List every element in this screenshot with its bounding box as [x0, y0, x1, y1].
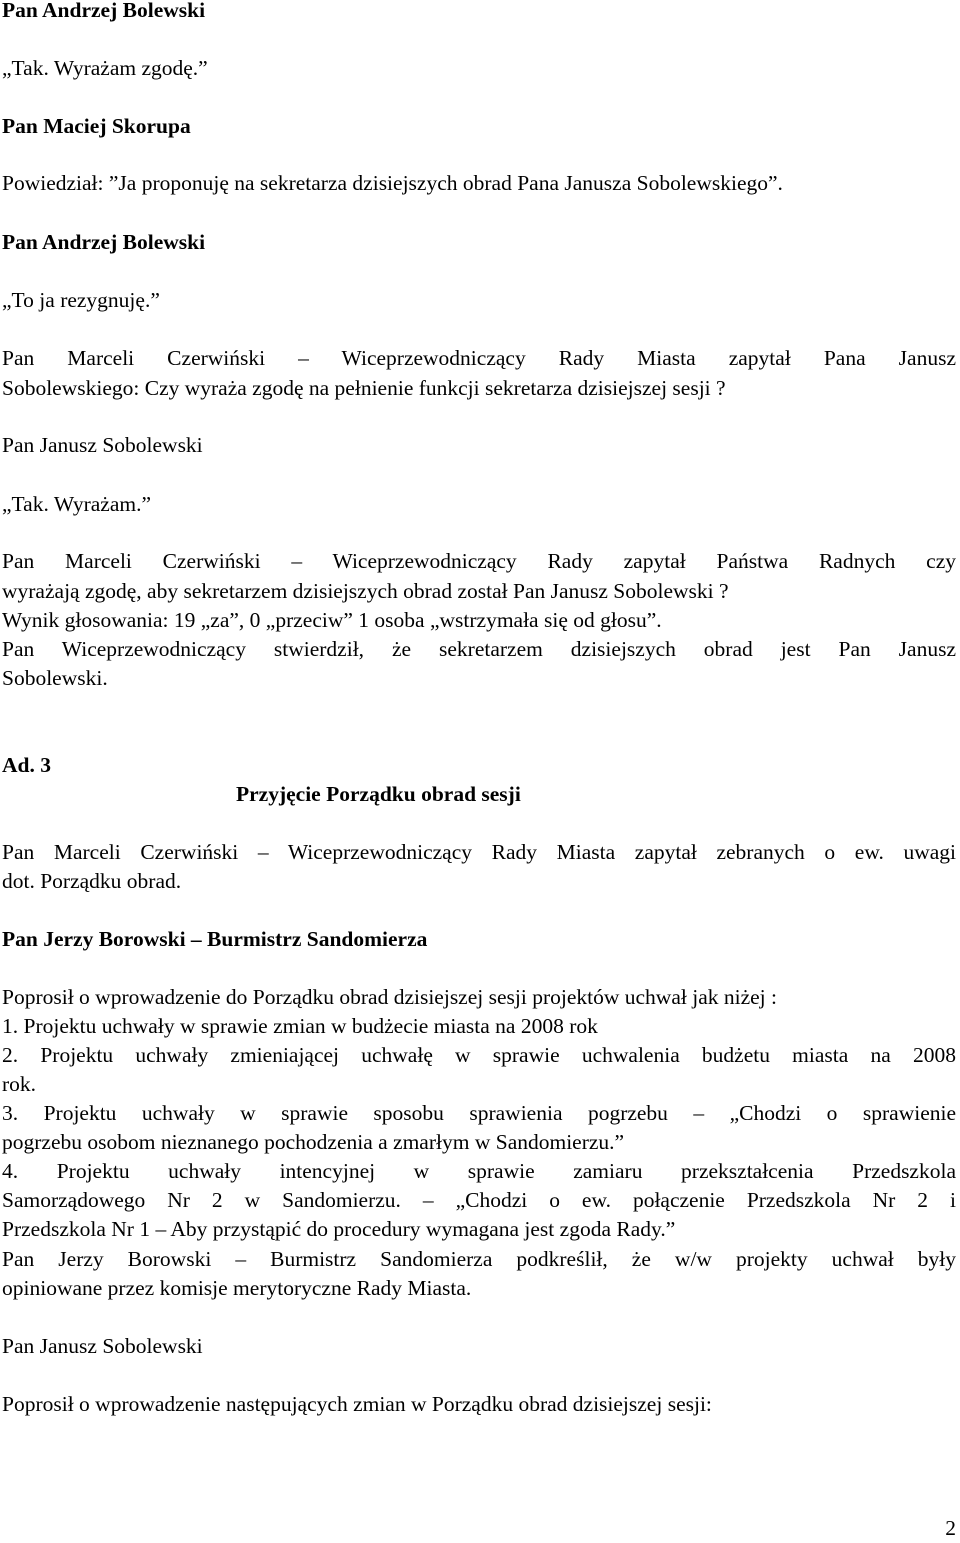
- request-intro: Poprosił o wprowadzenie do Porządku obrad dzisiejszej sesji projektów uchwał jak niżej :: [2, 985, 777, 1009]
- page-number: 2: [945, 1516, 956, 1540]
- speaker-andrzej-bolewski-2: Pan Andrzej Bolewski: [2, 230, 206, 254]
- paragraph-vote-line-1: Pan Marceli Czerwiński – Wiceprzewodniczący Rady zapytał Państwa Radnych czy: [2, 549, 956, 573]
- vote-result: Wynik głosowania: 19 „za”, 0 „przeciw” 1 osoba „wstrzymała się od głosu”.: [2, 608, 662, 632]
- agenda-item-heading: Ad. 3: [2, 753, 51, 777]
- speaker-janusz-sobolewski: Pan Janusz Sobolewski: [2, 433, 203, 457]
- paragraph-question-line-1: Pan Marceli Czerwiński – Wiceprzewodniczący Rady Miasta zapytał Pana Janusz: [2, 346, 956, 370]
- paragraph-agenda-line-2: dot. Porządku obrad.: [2, 869, 182, 893]
- list-item-4-line-2: Samorządowego Nr 2 w Sandomierzu. – „Chodzi o ew. połączenie Przedszkola Nr 2 i: [2, 1188, 956, 1212]
- paragraph-question-line-2: Sobolewskiego: Czy wyraża zgodę na pełnienie funkcji sekretarza dzisiejszej sesji ?: [2, 376, 726, 400]
- paragraph-emphasis-line-1: Pan Jerzy Borowski – Burmistrz Sandomierza podkreślił, że w/w projekty uchwał były: [2, 1247, 956, 1271]
- paragraph-conclusion-line-1: Pan Wiceprzewodniczący stwierdził, że sekretarzem dzisiejszych obrad jest Pan Janusz: [2, 637, 956, 661]
- speaker-janusz-sobolewski-2: Pan Janusz Sobolewski: [2, 1334, 203, 1358]
- list-item-3-line-2: pogrzebu osobom nieznanego pochodzenia a zmarłym w Sandomierzu.”: [2, 1130, 625, 1154]
- list-item-1: 1. Projektu uchwały w sprawie zmian w budżecie miasta na 2008 rok: [2, 1014, 598, 1038]
- section-title: Przyjęcie Porządku obrad sesji: [236, 782, 521, 806]
- paragraph-emphasis-line-2: opiniowane przez komisje merytoryczne Rady Miasta.: [2, 1276, 472, 1300]
- quote-rezygnuje: „To ja rezygnuję.”: [2, 288, 160, 312]
- speaker-jerzy-borowski: Pan Jerzy Borowski – Burmistrz Sandomierza: [2, 927, 428, 951]
- paragraph-vote-line-2: wyrażają zgodę, aby sekretarzem dzisiejszych obrad został Pan Janusz Sobolewski ?: [2, 579, 729, 603]
- list-item-4-line-1: 4. Projektu uchwały intencyjnej w sprawie zamiaru przekształcenia Przedszkola: [2, 1159, 956, 1183]
- statement-proposal: Powiedział: ”Ja proponuję na sekretarza dzisiejszych obrad Pana Janusza Sobolewskiego”.: [2, 171, 783, 195]
- quote-tak-wyrazam: „Tak. Wyrażam.”: [2, 492, 152, 516]
- list-item-4-line-3: Przedszkola Nr 1 – Aby przystąpić do procedury wymagana jest zgoda Rady.”: [2, 1217, 676, 1241]
- list-item-2-line-2: rok.: [2, 1072, 37, 1096]
- paragraph-conclusion-line-2: Sobolewski.: [2, 666, 108, 690]
- speaker-andrzej-bolewski: Pan Andrzej Bolewski: [2, 0, 206, 22]
- speaker-maciej-skorupa: Pan Maciej Skorupa: [2, 114, 191, 138]
- list-item-2-line-1: 2. Projektu uchwały zmieniającej uchwałę w sprawie uchwalenia budżetu miasta na 2008: [2, 1043, 956, 1067]
- list-item-3-line-1: 3. Projektu uchwały w sprawie sposobu sprawienia pogrzebu – „Chodzi o sprawienie: [2, 1101, 956, 1125]
- request-changes: Poprosił o wprowadzenie następujących zmian w Porządku obrad dzisiejszej sesji:: [2, 1392, 712, 1416]
- quote-tak-wyrazam-zgode: „Tak. Wyrażam zgodę.”: [2, 56, 208, 80]
- paragraph-agenda-line-1: Pan Marceli Czerwiński – Wiceprzewodniczący Rady Miasta zapytał zebranych o ew. uwagi: [2, 840, 956, 864]
